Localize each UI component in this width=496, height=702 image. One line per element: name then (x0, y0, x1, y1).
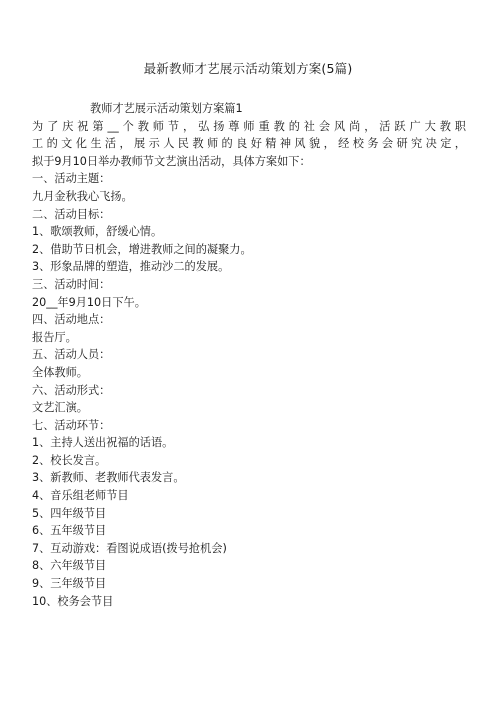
document-body (32, 100, 466, 610)
outline-text: 20__年9月10日下午。 (32, 295, 146, 309)
paragraph-line: 工的文化生活，展示人民教师的良好精神风貌，经校务会研究决定， (32, 137, 466, 151)
outline-text: 报告厅。 (32, 330, 77, 344)
outline-list-item: 4、音乐组老师节目 (32, 489, 129, 503)
outline-list-item: 7、互动游戏：看图说成语(拨号抢机会) (32, 541, 227, 555)
document-title: 最新教师才艺展示活动策划方案(5篇) (143, 61, 353, 76)
outline-heading: 六、活动形式： (32, 383, 111, 397)
outline-list-item: 5、四年级节目 (32, 506, 107, 520)
outline-heading: 五、活动人员： (32, 348, 111, 362)
outline-text: 文艺汇演。 (32, 401, 88, 415)
outline-list-item: 3、新教师、老教师代表发言。 (32, 471, 185, 485)
outline-list-item: 2、借助节日机会，增进教师之间的凝聚力。 (32, 242, 252, 256)
paragraph-line: 为了庆祝第__个教师节，弘扬尊师重教的社会风尚，活跃广大教职 (32, 119, 466, 133)
outline-list-item: 8、六年级节目 (32, 559, 107, 573)
outline-list-item: 1、歌颂教师，舒缓心情。 (32, 225, 163, 239)
outline-list-item: 6、五年级节目 (32, 524, 107, 538)
outline-text: 九月金秋我心飞扬。 (32, 189, 133, 203)
outline-list-item: 3、形象品牌的塑造，推动沙二的发展。 (32, 260, 230, 274)
outline-list-item: 9、三年级节目 (32, 577, 107, 591)
outline-heading: 七、活动环节： (32, 418, 111, 432)
outline-list-item: 2、校长发言。 (32, 453, 107, 467)
outline-heading: 三、活动时间： (32, 277, 111, 291)
outline-heading: 四、活动地点： (32, 313, 111, 327)
paragraph-line: 拟于9月10日举办教师节文艺演出活动，具体方案如下： (32, 154, 311, 168)
section-heading: 教师才艺展示活动策划方案篇1 (90, 102, 243, 115)
outline-heading: 二、活动目标： (32, 207, 111, 221)
outline-list-item: 10、校务会节目 (32, 594, 114, 608)
outline-text: 全体教师。 (32, 365, 88, 379)
outline-heading: 一、活动主题： (32, 172, 111, 186)
outline-list-item: 1、主持人送出祝福的话语。 (32, 436, 174, 450)
